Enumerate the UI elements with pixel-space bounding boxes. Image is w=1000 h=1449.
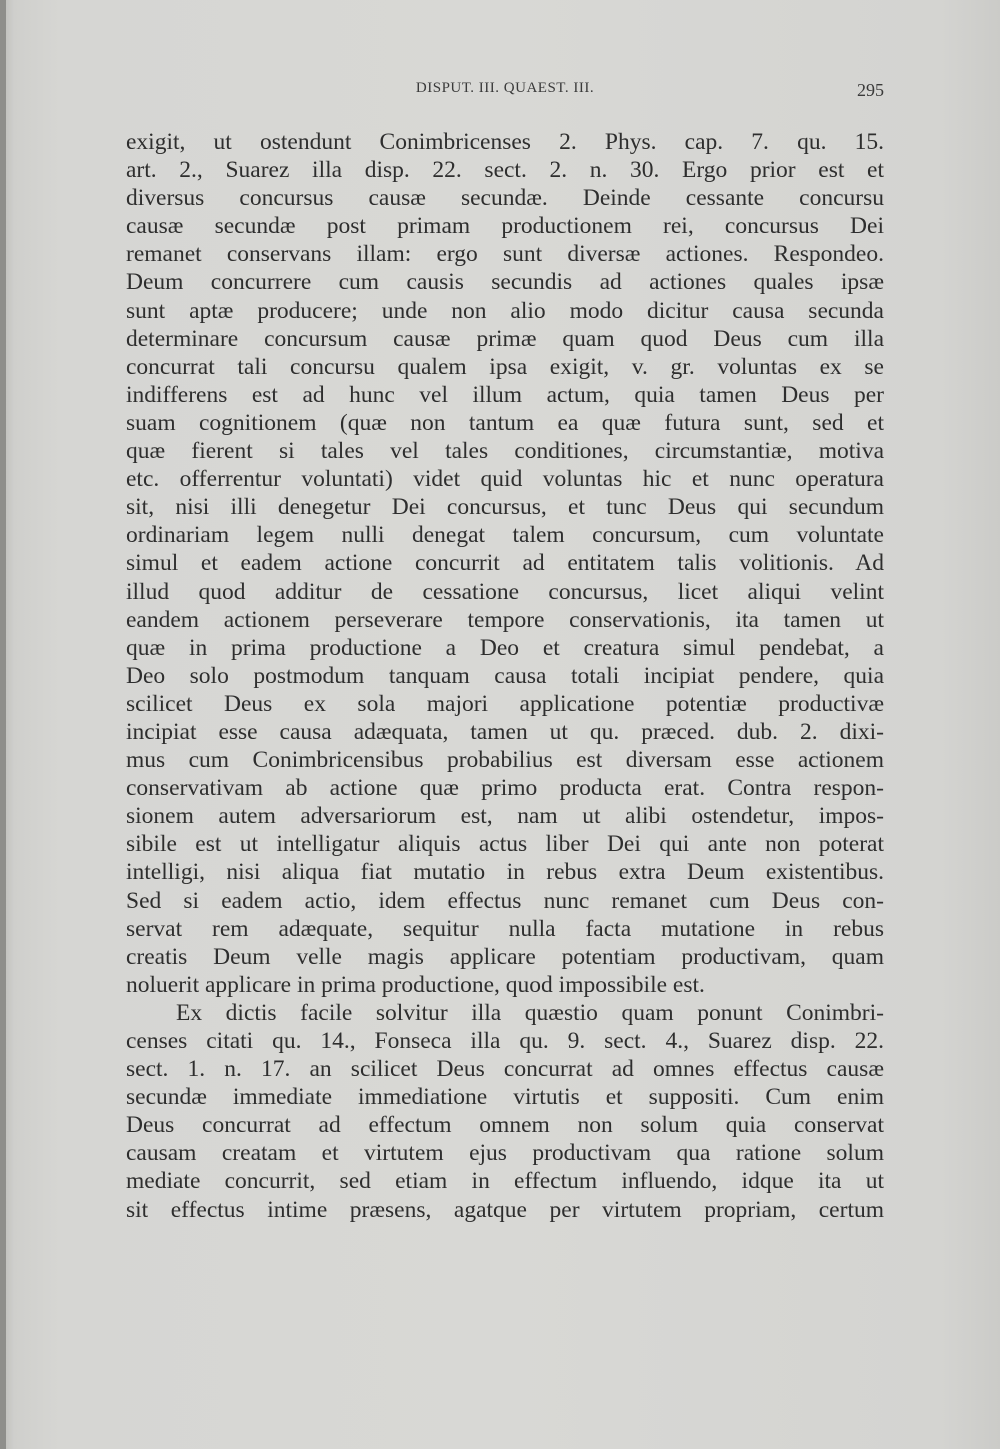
text-line: suam cognitionem (quæ non tantum ea quæ futura sunt, sed et (126, 409, 884, 436)
text-line: Deum concurrere cum causis secundis ad actiones quales ipsæ (126, 269, 884, 296)
text-line: censes citati qu. 14., Fonseca illa qu. 9. sect. 4., Suarez disp. 22. (126, 1028, 884, 1054)
body-text (126, 128, 884, 1224)
text-line: conservativam ab actione quæ primo producta erat. Contra respon- (126, 775, 884, 802)
text-line: secundæ immediate immediatione virtutis et suppositi. Cum enim (126, 1084, 884, 1111)
text-line: intelligi, nisi aliqua fiat mutatio in rebus extra Deum existentibus. (126, 859, 884, 886)
text-line: Deus concurrat ad effectum omnem non solum quia conservat (126, 1112, 884, 1139)
text-line: etc. offerrentur voluntati) videt quid voluntas hic et nunc operatura (126, 466, 884, 493)
text-line: sunt aptæ producere; unde non alio modo dicitur causa secunda (126, 297, 884, 324)
page-number: 295 (857, 80, 884, 100)
text-line: sect. 1. n. 17. an scilicet Deus concurrat ad omnes effectus causæ (126, 1056, 884, 1083)
text-line: concurrat tali concursu qualem ipsa exigit, v. gr. voluntas ex se (126, 353, 884, 380)
text-line: mus cum Conimbricensibus probabilius est diversam esse actionem (126, 747, 884, 774)
text-line: determinare concursum causæ primæ quam quod Deus cum illa (126, 325, 884, 352)
text-line: ordinariam legem nulli denegat talem concursum, cum voluntate (126, 522, 884, 549)
text-line: exigit, ut ostendunt Conimbricenses 2. Phys. cap. 7. qu. 15. (126, 129, 884, 155)
text-line: creatis Deum velle magis applicare potentiam productivam, quam (126, 943, 884, 970)
text-line: sit, nisi illi denegetur Dei concursus, et tunc Deus qui secundum (126, 494, 884, 521)
text-line: indifferens est ad hunc vel illum actum, quia tamen Deus per (126, 381, 884, 408)
text-line: Deo solo postmodum tanquam causa totali incipiat pendere, quia (126, 662, 884, 689)
text-line: mediate concurrit, sed etiam in effectum influendo, idque ita ut (126, 1168, 884, 1195)
text-line: causam creatam et virtutem ejus productivam qua ratione solum (126, 1140, 884, 1167)
text-line: quæ in prima productione a Deo et creatura simul pendebat, a (126, 634, 884, 661)
text-line: eandem actionem perseverare tempore conservationis, ita tamen ut (126, 606, 884, 633)
text-line: causæ secundæ post primam productionem rei, concursus Dei (126, 213, 884, 240)
text-line: sionem autem adversariorum est, nam ut alibi ostendetur, impos- (126, 803, 884, 830)
text-line: servat rem adæquate, sequitur nulla facta mutatione in rebus (126, 915, 884, 942)
text-line: diversus concursus causæ secundæ. Deinde cessante concursu (126, 185, 884, 212)
running-header-title: DISPUT. III. QUAEST. III. (415, 80, 595, 96)
text-line: incipiat esse causa adæquata, tamen ut qu. præced. dub. 2. dixi- (126, 718, 884, 745)
text-line: sit effectus intime præsens, agatque per virtutem propriam, certum (126, 1196, 884, 1223)
text-line: Sed si eadem actio, idem effectus nunc remanet cum Deus con- (126, 887, 884, 914)
running-header (126, 80, 884, 108)
text-line: sibile est ut intelligatur aliquis actus liber Dei qui ante non poterat (126, 831, 884, 858)
paragraph-end-line: noluerit applicare in prima productione, quod impossibile est. (126, 971, 705, 998)
text-line: scilicet Deus ex sola majori applicatione potentiæ productivæ (126, 690, 884, 717)
text-line: simul et eadem actione concurrit ad entitatem talis volitionis. Ad (126, 550, 884, 577)
page-spine-shadow (0, 0, 6, 1449)
paragraph-start-line: Ex dictis facile solvitur illa quæstio quam ponunt Conimbri- (176, 999, 884, 1026)
text-line: illud quod additur de cessatione concursus, licet aliqui velint (126, 578, 884, 605)
text-line: quæ fierent si tales vel tales conditiones, circumstantiæ, motiva (126, 438, 884, 465)
text-line: remanet conservans illam: ergo sunt diversæ actiones. Respondeo. (126, 241, 884, 268)
text-line: art. 2., Suarez illa disp. 22. sect. 2. n. 30. Ergo prior est et (126, 157, 884, 184)
